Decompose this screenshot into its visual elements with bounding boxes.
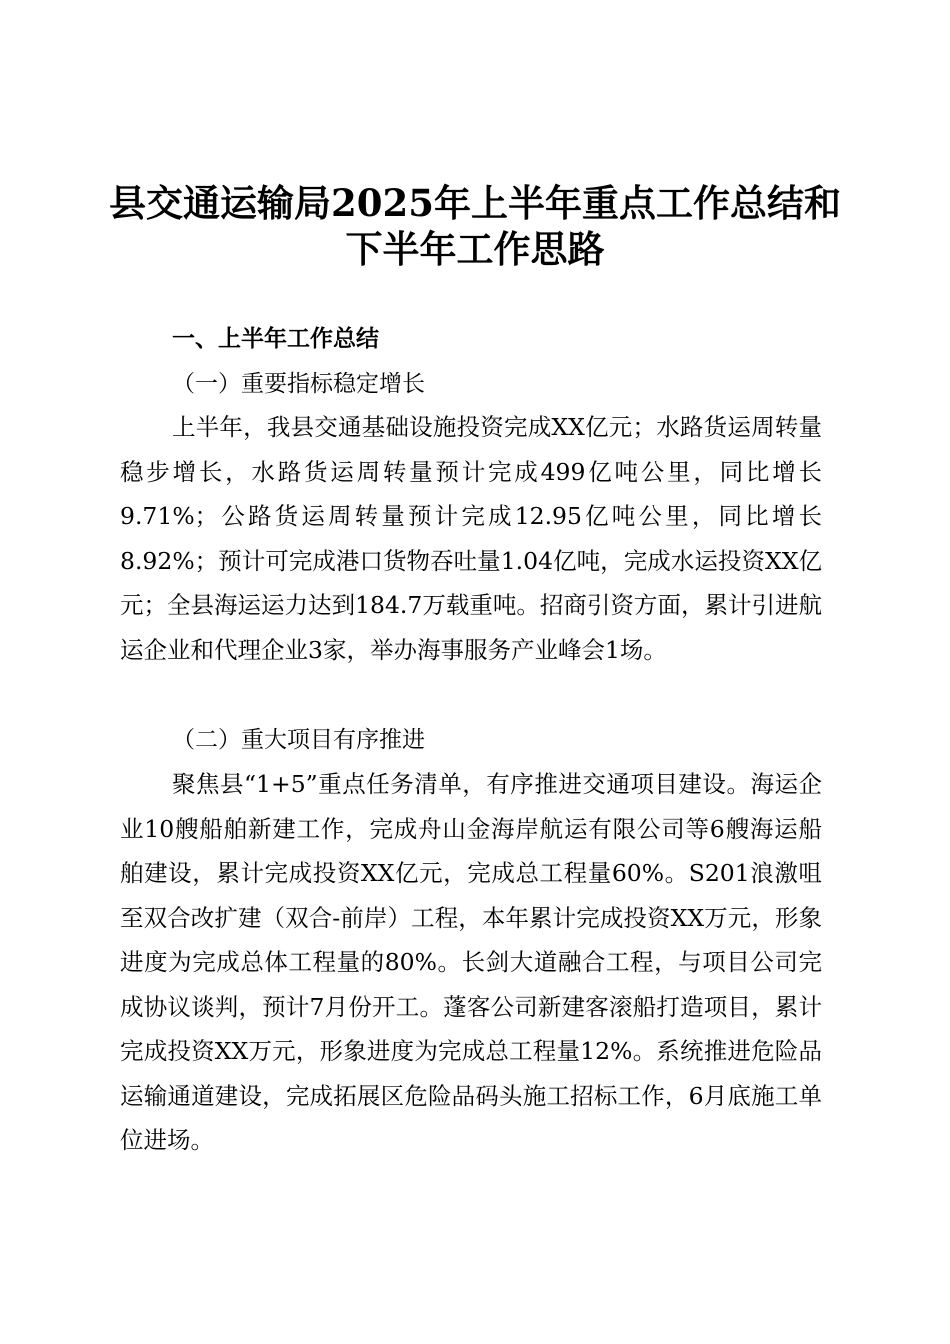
- document-title-line-2: 下半年工作思路: [345, 227, 605, 271]
- section-heading-summary: 一、上半年工作总结: [172, 326, 379, 352]
- subsection-heading-indicators: （一）重要指标稳定增长: [172, 371, 425, 397]
- paragraph-indicators: 上半年，我县交通基础设施投资完成XX亿元；水路货运周转量稳步增长，水路货运周转量预计完成499亿吨公里，同比增长9.71%；公路货运周转量预计完成12.95亿吨公里，同比增长8.92%；预计可完成港口货物吞吐量1.04亿吨，完成水运投资XX亿元；全县海运运力达到184.7万载重吨。招商引资方面，累计引进航运企业和代理企业3家，举办海事服务产业峰会1场。: [120, 413, 822, 664]
- subsection-heading-projects: （二）重大项目有序推进: [172, 727, 425, 753]
- document-title-line-1: 县交通运输局2025年上半年重点工作总结和: [109, 181, 841, 225]
- paragraph-projects: 聚焦县“1+5”重点任务清单，有序推进交通项目建设。海运企业10艘船舶新建工作，完成舟山金海岸航运有限公司等6艘海运船舶建设，累计完成投资XX亿元，完成总工程量60%。S201浪激咀至双合改扩建（双合-前岸）工程，本年累计完成投资XX万元，形象进度为完成总体工程量的80%。长剑大道融合工程，与项目公司完成协议谈判，预计7月份开工。蓬客公司新建客滚船打造项目，累计完成投资XX万元，形象进度为完成总工程量12%。系统推进危险品运输通道建设，完成拓展区危险品码头施工招标工作，6月底施工单位进场。: [120, 770, 822, 1154]
